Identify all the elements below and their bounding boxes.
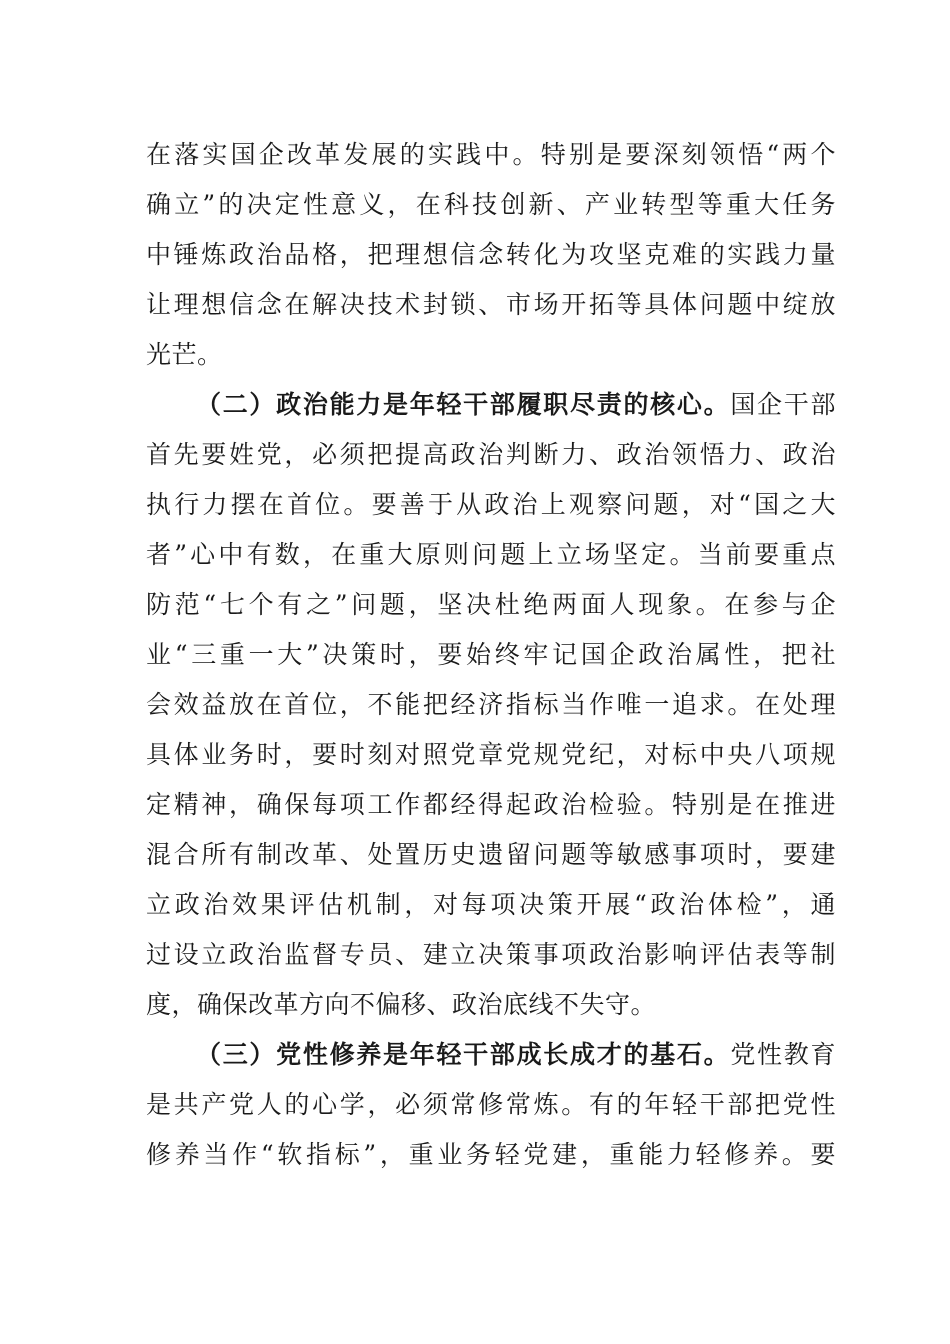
paragraph-line: 修养当作“软指标”，重业务轻党建，重能力轻修养。要: [146, 1140, 836, 1169]
section-heading: （三）党性修养是年轻干部成长成才的基石。: [196, 1040, 731, 1069]
paragraph-line: 光芒。: [146, 340, 223, 369]
paragraph-2: [146, 380, 836, 1030]
paragraph-line: 是共产党人的心学，必须常修常炼。有的年轻干部把党性: [146, 1090, 836, 1119]
paragraph-line: 首先要姓党，必须把提高政治判断力、政治领悟力、政治: [146, 440, 836, 469]
paragraph-first-line: [146, 1030, 836, 1080]
paragraph-line: 混合所有制改革、处置历史遗留问题等敏感事项时，要建: [146, 840, 836, 869]
paragraph-line: 业“三重一大”决策时，要始终牢记国企政治属性，把社: [146, 640, 836, 669]
heading-line-rest: 党性教育: [730, 1040, 836, 1069]
paragraph-line: 中锤炼政治品格，把理想信念转化为攻坚克难的实践力量: [146, 240, 836, 269]
section-heading: （二）政治能力是年轻干部履职尽责的核心。: [196, 390, 731, 419]
paragraph-line: 定精神，确保每项工作都经得起政治检验。特别是在推进: [146, 790, 836, 819]
paragraph-line: 会效益放在首位，不能把经济指标当作唯一追求。在处理: [146, 690, 836, 719]
paragraph-line: 过设立政治监督专员、建立决策事项政治影响评估表等制: [146, 940, 836, 969]
paragraph-line: 度，确保改革方向不偏移、政治底线不失守。: [146, 990, 657, 1019]
heading-line-rest: 国企干部: [730, 390, 836, 419]
paragraph-1: [146, 130, 836, 380]
paragraph-line: 让理想信念在解决技术封锁、市场开拓等具体问题中绽放: [146, 290, 836, 319]
paragraph-line: 立政治效果评估机制，对每项决策开展“政治体检”，通: [146, 890, 836, 919]
paragraph-line: 确立”的决定性意义，在科技创新、产业转型等重大任务: [146, 190, 836, 219]
paragraph-line: 在落实国企改革发展的实践中。特别是要深刻领悟“两个: [146, 140, 836, 169]
paragraph-line: 防范“七个有之”问题，坚决杜绝两面人现象。在参与企: [146, 590, 836, 619]
paragraph-3: [146, 1030, 836, 1180]
paragraph-first-line: [146, 380, 836, 430]
paragraph-line: 执行力摆在首位。要善于从政治上观察问题，对“国之大: [146, 490, 836, 519]
document-body: [146, 130, 836, 1180]
paragraph-line: 者”心中有数，在重大原则问题上立场坚定。当前要重点: [146, 540, 836, 569]
paragraph-line: 具体业务时，要时刻对照党章党规党纪，对标中央八项规: [146, 740, 836, 769]
